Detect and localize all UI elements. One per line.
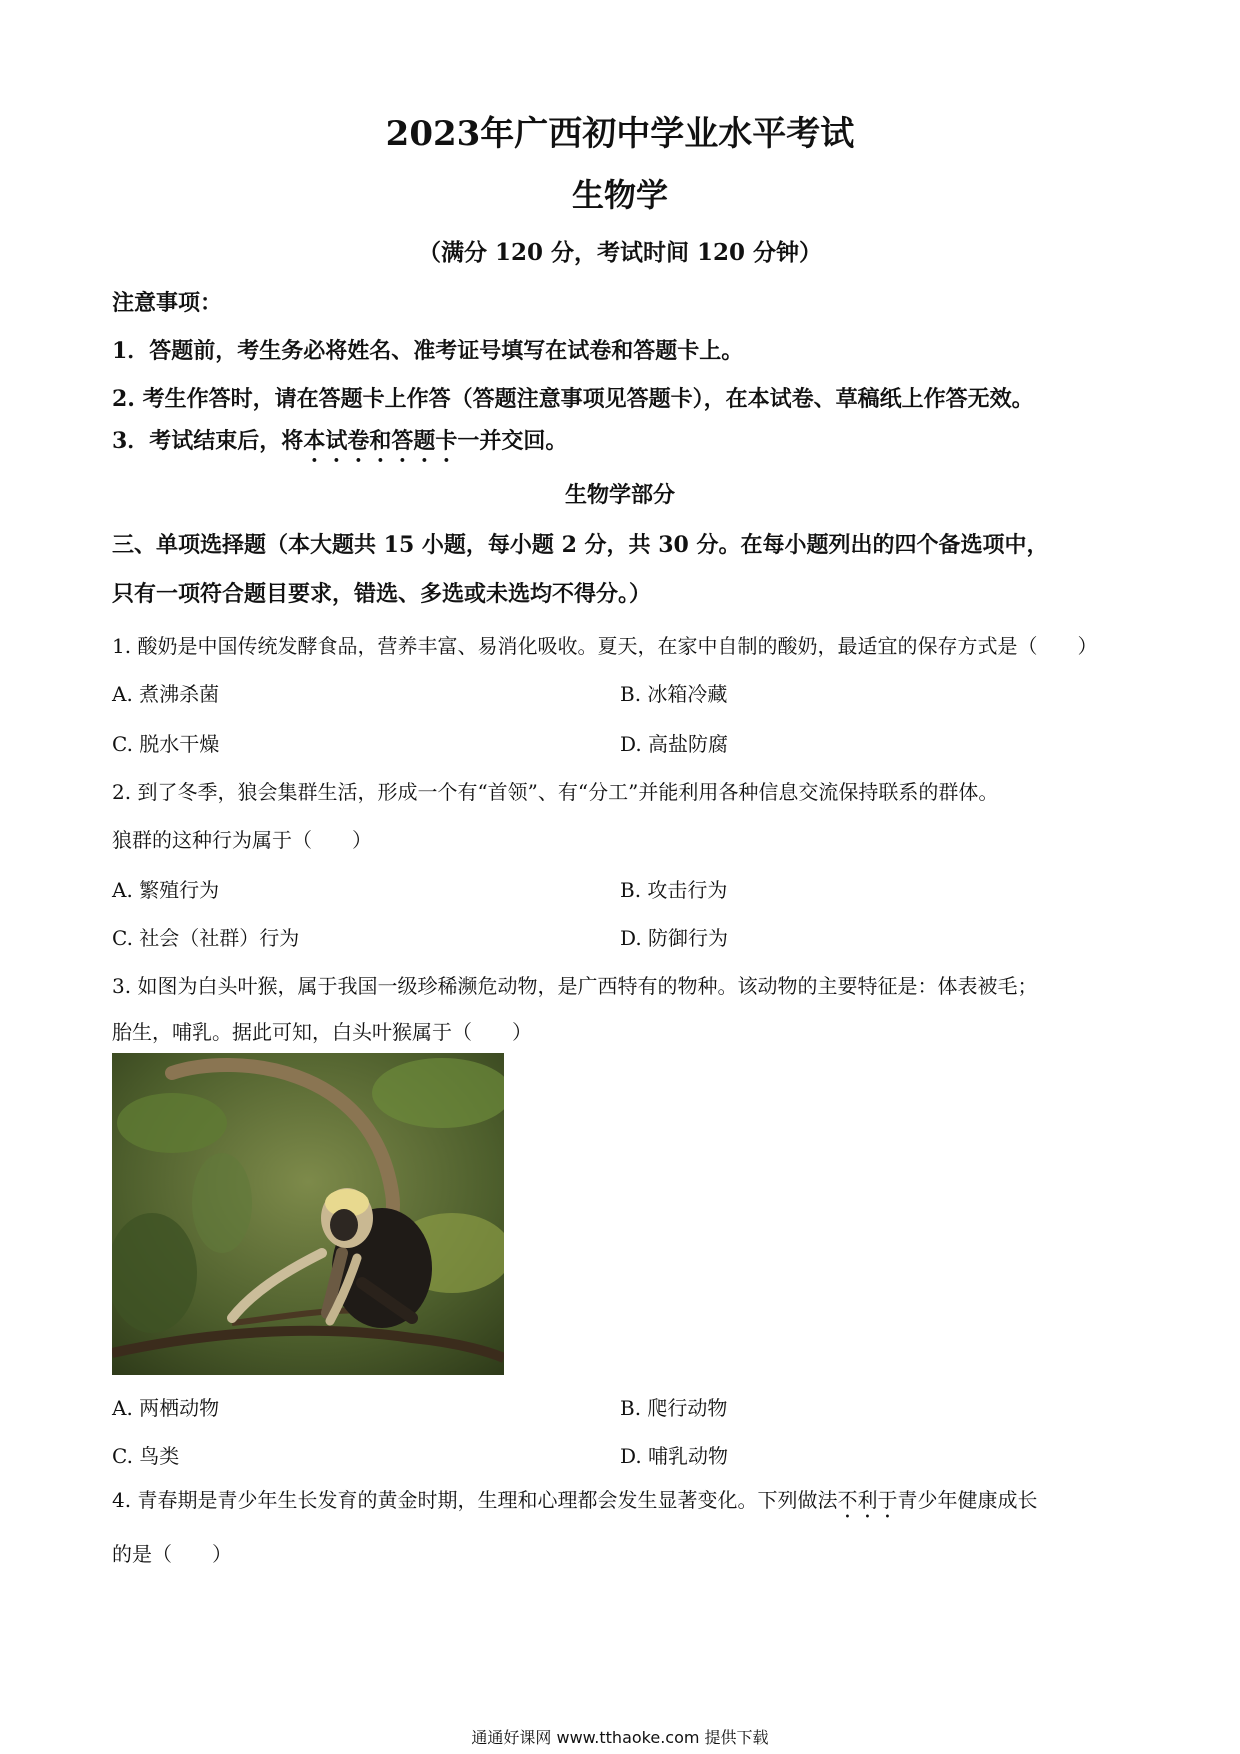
notice-item-2: 2. 考生作答时，请在答题卡上作答（答题注意事项见答题卡），在本试卷、草稿纸上作答无效。 (112, 386, 1034, 412)
exam-info: （满分 120 分，考试时间 120 分钟） (417, 239, 823, 266)
notice-item-3-part1: 3．考试结束后，将 (112, 428, 304, 454)
question-3-stem-line2: 胎生，哺乳。据此可知，白头叶猴属于（ ） (112, 1020, 532, 1044)
white-headed-langur-photo (112, 1053, 504, 1375)
question-1-option-c: C. 脱水干燥 (112, 732, 220, 756)
question-1-stem: 1. 酸奶是中国传统发酵食品，营养丰富、易消化吸收。夏天，在家中自制的酸奶，最适宜的保存方式是（ ） (112, 634, 1098, 658)
notice-item-3-part3: 一并交回。 (457, 428, 568, 454)
question-1-option-a: A. 煮沸杀菌 (112, 682, 220, 706)
question-3-option-d: D. 哺乳动物 (620, 1444, 729, 1468)
question-4-emphasis: 不利于 (837, 1488, 898, 1512)
page-footer: 通通好课网 www.tthaoke.com 提供下载 (471, 1728, 769, 1747)
question-2-option-b: B. 攻击行为 (620, 878, 728, 902)
exam-title: 2023年广西初中学业水平考试 (385, 114, 855, 154)
question-2-option-c: C. 社会（社群）行为 (112, 926, 300, 950)
section-instruction-line2: 只有一项符合题目要求，错选、多选或未选均不得分。） (112, 581, 652, 607)
question-4-stem-part3: 青少年健康成长 (897, 1488, 1038, 1512)
section-title: 生物学部分 (564, 482, 675, 508)
question-3-stem-line1: 3. 如图为白头叶猴，属于我国一级珍稀濒危动物，是广西特有的物种。该动物的主要特征是：体表被毛； (112, 974, 1038, 998)
question-2-stem-line2: 狼群的这种行为属于（ ） (112, 828, 372, 852)
question-2-option-d: D. 防御行为 (620, 926, 729, 950)
notice-item-3 (112, 424, 567, 467)
question-4-stem-line2: 的是（ ） (112, 1542, 232, 1566)
notice-heading: 注意事项： (112, 290, 223, 316)
section-instruction-line1: 三、单项选择题（本大题共 15 小题，每小题 2 分，共 30 分。在每小题列出的四个备选项中， (112, 532, 1049, 558)
question-2-stem-line1: 2. 到了冬季，狼会集群生活，形成一个有“首领”、有“分工”并能利用各种信息交流保持联系的群体。 (112, 780, 999, 804)
question-1-option-b: B. 冰箱冷藏 (620, 682, 728, 706)
question-4-stem-part1: 4. 青春期是青少年生长发育的黄金时期，生理和心理都会发生显著变化。下列做法 (112, 1488, 838, 1512)
question-2-option-a: A. 繁殖行为 (112, 878, 220, 902)
question-1-option-d: D. 高盐防腐 (620, 732, 729, 756)
notice-item-1: 1．答题前，考生务必将姓名、准考证号填写在试卷和答题卡上。 (112, 338, 744, 364)
notice-item-3-emphasis: 本试卷和答题卡 (303, 428, 458, 454)
question-4-stem-line1 (112, 1484, 1037, 1523)
question-3-option-c: C. 鸟类 (112, 1444, 180, 1468)
subject-title: 生物学 (571, 176, 668, 214)
question-3-option-a: A. 两栖动物 (112, 1396, 220, 1420)
question-3-option-b: B. 爬行动物 (620, 1396, 728, 1420)
